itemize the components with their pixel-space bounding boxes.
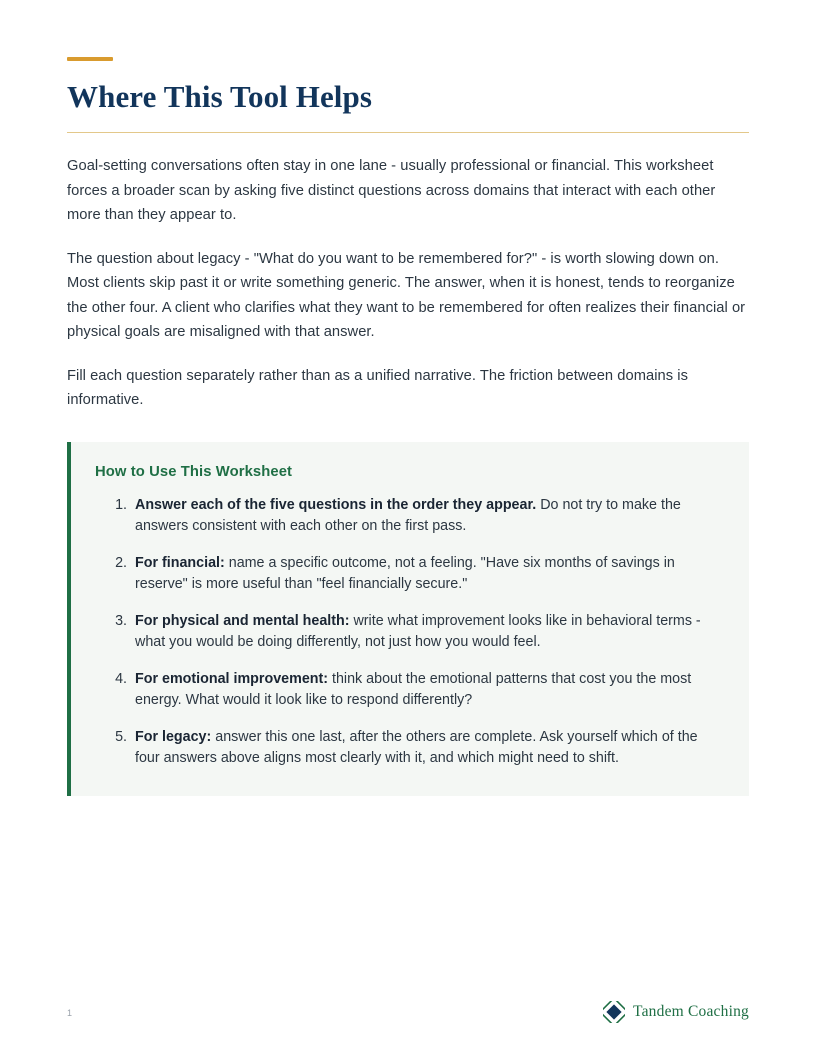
list-item-lead: For legacy:	[135, 728, 212, 745]
intro-paragraph-3: Fill each question separately rather than as a unified narrative. The friction between domains is informative.	[67, 367, 688, 408]
intro-paragraph-2: The question about legacy - "What do you want to be remembered for?" - is worth slowing down on. Most clients skip past it or write something generic. The answer, when it is honest, tends to reorganize the other four. A client who clarifies what they want to be remembered for often realizes their financial or physical goals are misaligned with that answer.	[67, 250, 746, 340]
list-item	[131, 611, 723, 654]
page-number: 1	[67, 1008, 73, 1018]
list-item	[131, 669, 723, 712]
list-item	[131, 495, 723, 538]
how-to-use-callout	[67, 442, 749, 796]
callout-instruction-list	[95, 495, 723, 770]
list-item	[131, 727, 723, 770]
list-item-lead: For financial:	[135, 554, 225, 571]
footer-logo	[603, 1001, 749, 1023]
tandem-diamond-icon	[603, 1001, 625, 1023]
list-item-rest: Do not try to make the answers consistent with each other on the first pass.	[135, 496, 681, 534]
list-item-rest: answer this one last, after the others are complete. Ask yourself which of the four answers above aligns most clearly with it, and which might need to shift.	[135, 728, 698, 766]
list-item-rest: think about the emotional patterns that cost you the most energy. What would it look like to respond differently?	[135, 670, 692, 708]
intro-paragraph-1: Goal-setting conversations often stay in one lane - usually professional or financial. This worksheet forces a broader scan by asking five distinct questions across domains that interact with each other more than they appear to.	[67, 158, 716, 223]
page-content	[67, 0, 749, 796]
accent-rule	[67, 57, 113, 61]
list-item-lead: For emotional improvement:	[135, 670, 329, 687]
title-underline	[67, 132, 749, 133]
list-item-lead: For physical and mental health:	[135, 612, 350, 629]
list-item-rest: name a specific outcome, not a feeling. "Have six months of savings in reserve" is more useful than "feel financially secure."	[135, 554, 675, 592]
list-item-rest: write what improvement looks like in behavioral terms - what you would be doing differently, not just how you would feel.	[135, 612, 701, 650]
list-item	[131, 553, 723, 596]
list-item-lead: Answer each of the five questions in the order they appear.	[135, 496, 537, 513]
page-title: Where This Tool Helps	[67, 79, 373, 114]
brand-name: Tandem Coaching	[633, 1003, 749, 1020]
callout-title: How to Use This Worksheet	[95, 463, 293, 480]
